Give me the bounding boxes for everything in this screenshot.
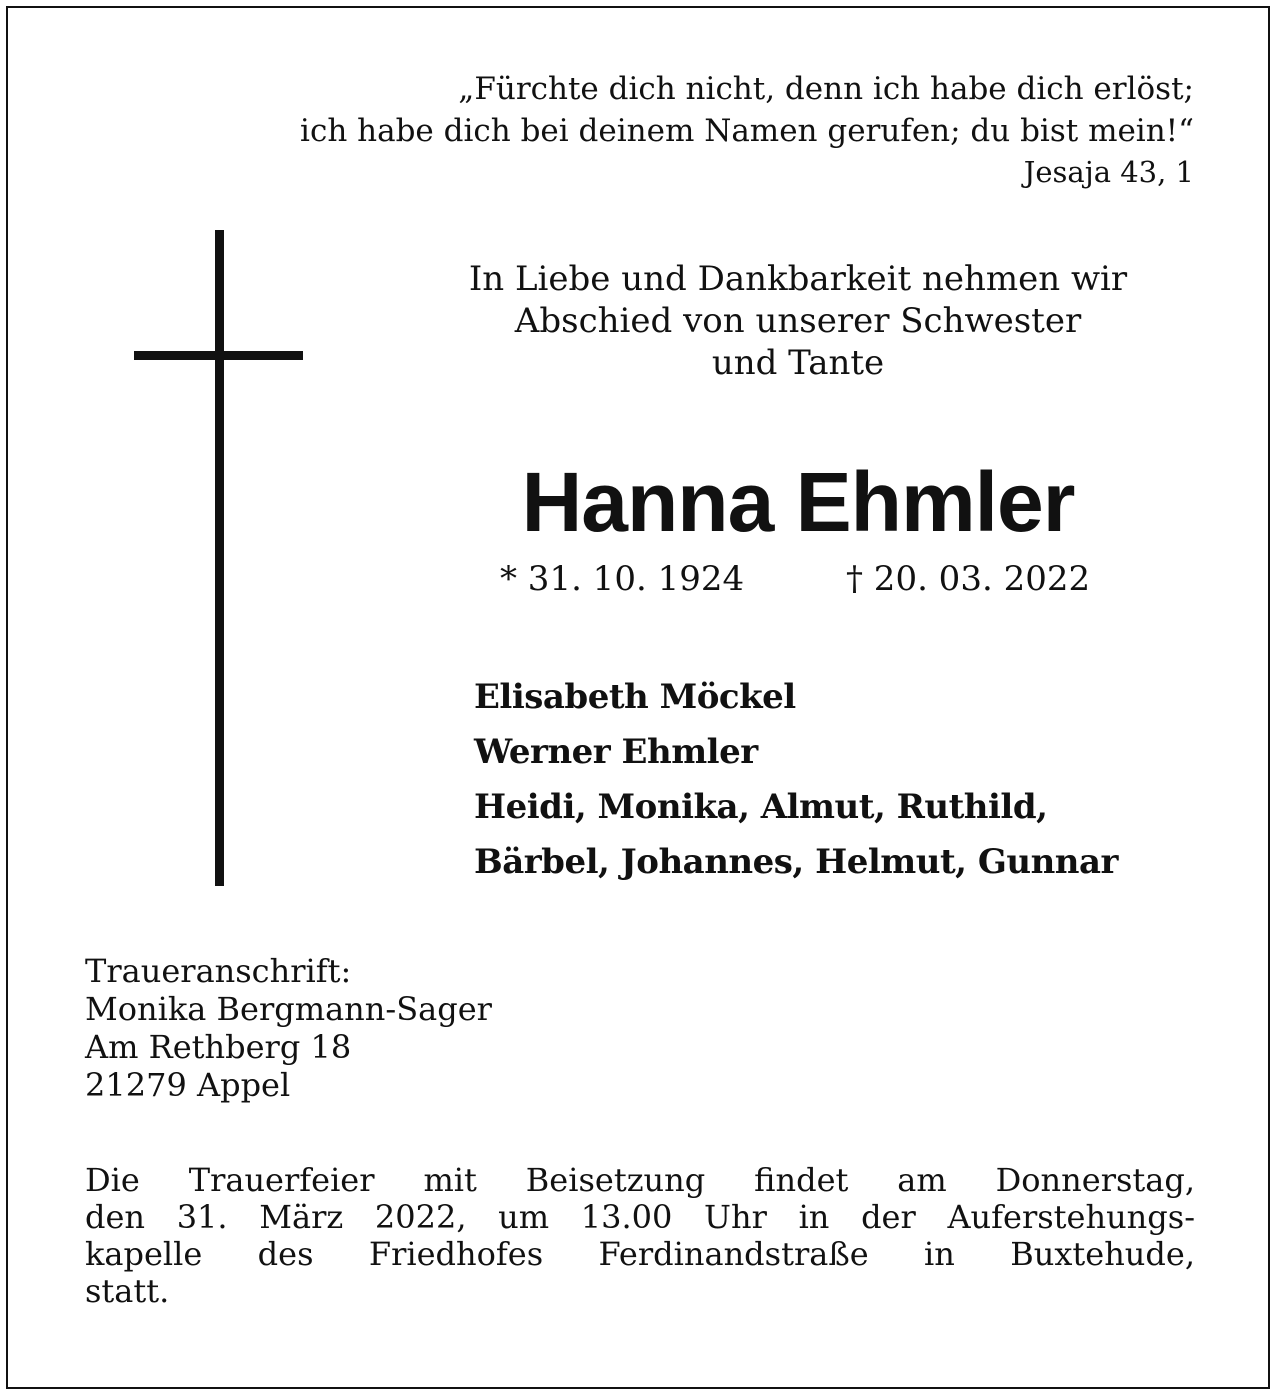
ceremony-line-4: statt. [85,1272,170,1310]
cross-horizontal-bar [134,351,303,360]
address-name: Monika Bergmann-Sager [85,990,492,1028]
address-city: 21279 Appel [85,1066,291,1104]
mourning-address [85,952,492,1104]
quote-reference: Jesaja 43, 1 [1023,155,1194,189]
ceremony-info [85,1162,1195,1310]
address-label: Traueranschrift: [85,952,352,990]
ceremony-line-3: kapelle des Friedhofes Ferdinandstraße in Buxtehude, [85,1235,1195,1273]
mourner-line: Werner Ehmler [474,732,758,772]
mourner-line: Elisabeth Möckel [474,677,796,717]
death-date: † 20. 03. 2022 [846,559,1091,599]
quote-line-1: „Fürchte dich nicht, denn ich habe dich erlöst; [458,71,1194,107]
farewell-intro [412,258,1184,384]
mourner-line: Bärbel, Johannes, Helmut, Gunnar [474,842,1118,882]
address-street: Am Rethberg 18 [85,1028,352,1066]
cross-vertical-bar [215,230,224,886]
mourners-list [474,670,1118,890]
deceased-name: Hanna Ehmler [521,455,1075,549]
ceremony-line-2: den 31. März 2022, um 13.00 Uhr in der Auferstehungs- [85,1198,1195,1236]
bible-quote [300,68,1194,192]
birth-date: * 31. 10. 1924 [500,559,745,599]
intro-line-2: Abschied von unserer Schwester [514,301,1082,341]
intro-line-3: und Tante [711,343,885,383]
intro-line-1: In Liebe und Dankbarkeit nehmen wir [468,259,1128,299]
ceremony-line-1: Die Trauerfeier mit Beisetzung findet am Donnerstag, [85,1161,1195,1199]
mourner-line: Heidi, Monika, Almut, Ruthild, [474,787,1048,827]
quote-line-2: ich habe dich bei deinem Namen gerufen; du bist mein!“ [300,113,1194,149]
